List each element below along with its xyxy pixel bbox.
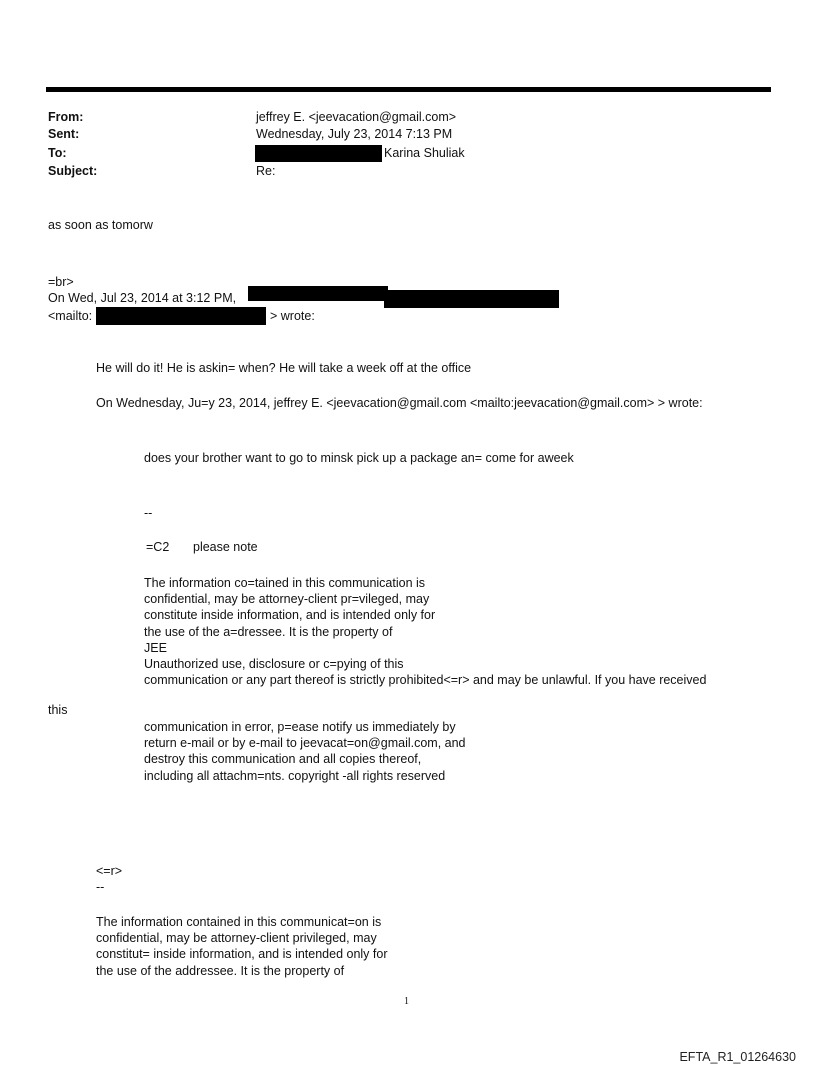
disclaimer-block	[144, 719, 466, 784]
from-label: From:	[48, 110, 84, 124]
subject-label: Subject:	[48, 164, 98, 178]
header-rule	[46, 87, 771, 92]
disclaimer-line: confidential, may be attorney-client privileged, may	[96, 931, 377, 946]
disclaimer-line: including all attachm=nts. copyright -all rights reserved	[144, 768, 446, 783]
to-value: Karina Shuliak	[384, 146, 465, 160]
disclaimer-line: confidential, may be attorney-client pr=vileged, may	[144, 592, 430, 607]
redaction-box	[255, 145, 382, 162]
disclaimer-line: constitut= inside information, and is intended only for	[96, 947, 388, 962]
reply-text: as soon as tomorw	[48, 218, 153, 232]
disclaimer-block	[96, 914, 388, 979]
disclaimer-line: constitute inside information, and is intended only for	[144, 608, 436, 623]
quote-intro: On Wed, Jul 23, 2014 at 3:12 PM,	[48, 291, 237, 305]
disclaimer-line: JEE	[144, 640, 167, 655]
disclaimer-line: the use of the a=dressee. It is the property of	[144, 624, 393, 639]
disclaimer-line: Unauthorized use, disclosure or c=pying of this	[144, 657, 404, 672]
disclaimer-line: communication in error, p=ease notify us immediately by	[144, 720, 456, 734]
redaction-box	[384, 290, 559, 308]
sent-label: Sent:	[48, 127, 80, 141]
document-id: EFTA_R1_01264630	[679, 1050, 796, 1064]
signature-dash-2: --	[96, 880, 105, 894]
signature-note: please note	[193, 540, 258, 554]
to-label: To:	[48, 146, 67, 160]
disclaimer-line: the use of the addressee. It is the property of	[96, 963, 345, 978]
sent-value: Wednesday, July 23, 2014 7:13 PM	[256, 127, 453, 141]
disclaimer-block	[144, 575, 706, 688]
from-value: jeffrey E. <jeevacation@gmail.com>	[256, 110, 457, 124]
signature-c2: =C2	[146, 540, 170, 554]
disclaimer-line: communication or any part thereof is strictly prohibited<=r> and may be unlawful. If you have received	[144, 673, 707, 688]
disclaimer-line: return e-mail or by e-mail to jeevacat=on@gmail.com, and	[144, 736, 466, 751]
disclaimer-line: destroy this communication and all copies thereof,	[144, 752, 422, 767]
quote-intro-nested: On Wednesday, Ju=y 23, 2014, jeffrey E. <jeevacation@gmail.com <mailto:jeevacation@gmail.com> > wrote:	[96, 396, 703, 410]
wrapped-word: this	[48, 703, 68, 717]
nested-message: does your brother want to go to minsk pick up a package an= come for aweek	[144, 451, 574, 465]
disclaimer-line: The information contained in this communicat=on is	[96, 915, 382, 929]
wrote-text: > wrote:	[270, 309, 315, 323]
redaction-box	[248, 286, 388, 301]
br-tag: =br>	[48, 275, 74, 289]
signature-dash: --	[144, 506, 153, 520]
r-tag: <=r>	[96, 864, 123, 878]
subject-value: Re:	[256, 164, 276, 178]
disclaimer-line: The information co=tained in this communication is	[144, 576, 426, 590]
page-number: 1	[404, 996, 409, 1007]
redaction-box	[96, 307, 266, 325]
mailto-prefix: <mailto:	[48, 309, 93, 323]
quoted-message: He will do it! He is askin= when? He will take a week off at the office	[96, 361, 472, 375]
